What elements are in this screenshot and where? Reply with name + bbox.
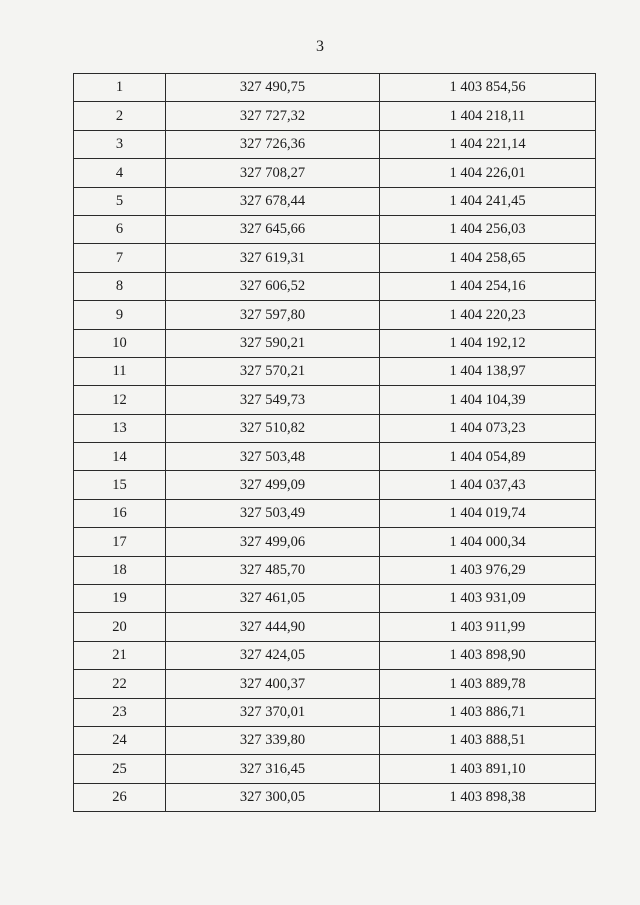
point-number-cell: 20 <box>74 613 166 641</box>
table-row <box>74 698 596 726</box>
point-number-cell: 9 <box>74 301 166 329</box>
coordinates-table-body <box>74 74 596 812</box>
y-coordinate-cell: 1 403 898,90 <box>380 641 596 669</box>
table-row <box>74 272 596 300</box>
y-coordinate-cell: 1 404 000,34 <box>380 528 596 556</box>
x-coordinate-cell: 327 461,05 <box>166 585 380 613</box>
point-number-cell: 3 <box>74 130 166 158</box>
y-coordinate-cell: 1 403 886,71 <box>380 698 596 726</box>
x-coordinate-cell: 327 726,36 <box>166 130 380 158</box>
point-number-cell: 2 <box>74 102 166 130</box>
table-row <box>74 726 596 754</box>
x-coordinate-cell: 327 510,82 <box>166 414 380 442</box>
x-coordinate-cell: 327 499,06 <box>166 528 380 556</box>
table-row <box>74 130 596 158</box>
y-coordinate-cell: 1 404 192,12 <box>380 329 596 357</box>
point-number-cell: 25 <box>74 755 166 783</box>
point-number-cell: 4 <box>74 159 166 187</box>
point-number-cell: 13 <box>74 414 166 442</box>
table-row <box>74 102 596 130</box>
y-coordinate-cell: 1 404 037,43 <box>380 471 596 499</box>
point-number-cell: 21 <box>74 641 166 669</box>
x-coordinate-cell: 327 727,32 <box>166 102 380 130</box>
table-row <box>74 471 596 499</box>
x-coordinate-cell: 327 485,70 <box>166 556 380 584</box>
x-coordinate-cell: 327 499,09 <box>166 471 380 499</box>
point-number-cell: 1 <box>74 74 166 102</box>
y-coordinate-cell: 1 403 889,78 <box>380 670 596 698</box>
x-coordinate-cell: 327 619,31 <box>166 244 380 272</box>
point-number-cell: 22 <box>74 670 166 698</box>
table-row <box>74 670 596 698</box>
x-coordinate-cell: 327 606,52 <box>166 272 380 300</box>
y-coordinate-cell: 1 403 888,51 <box>380 726 596 754</box>
point-number-cell: 14 <box>74 443 166 471</box>
table-row <box>74 329 596 357</box>
table-row <box>74 414 596 442</box>
table-row <box>74 386 596 414</box>
y-coordinate-cell: 1 404 258,65 <box>380 244 596 272</box>
y-coordinate-cell: 1 403 854,56 <box>380 74 596 102</box>
point-number-cell: 19 <box>74 585 166 613</box>
y-coordinate-cell: 1 403 891,10 <box>380 755 596 783</box>
table-row <box>74 244 596 272</box>
y-coordinate-cell: 1 403 976,29 <box>380 556 596 584</box>
point-number-cell: 26 <box>74 783 166 811</box>
y-coordinate-cell: 1 403 931,09 <box>380 585 596 613</box>
point-number-cell: 18 <box>74 556 166 584</box>
y-coordinate-cell: 1 403 911,99 <box>380 613 596 641</box>
table-row <box>74 783 596 811</box>
x-coordinate-cell: 327 490,75 <box>166 74 380 102</box>
point-number-cell: 6 <box>74 215 166 243</box>
y-coordinate-cell: 1 404 226,01 <box>380 159 596 187</box>
table-row <box>74 585 596 613</box>
x-coordinate-cell: 327 370,01 <box>166 698 380 726</box>
point-number-cell: 10 <box>74 329 166 357</box>
x-coordinate-cell: 327 570,21 <box>166 357 380 385</box>
y-coordinate-cell: 1 404 104,39 <box>380 386 596 414</box>
table-row <box>74 499 596 527</box>
coordinates-table <box>73 73 596 812</box>
y-coordinate-cell: 1 404 019,74 <box>380 499 596 527</box>
point-number-cell: 23 <box>74 698 166 726</box>
table-row <box>74 556 596 584</box>
y-coordinate-cell: 1 404 138,97 <box>380 357 596 385</box>
point-number-cell: 7 <box>74 244 166 272</box>
y-coordinate-cell: 1 404 054,89 <box>380 443 596 471</box>
x-coordinate-cell: 327 678,44 <box>166 187 380 215</box>
table-row <box>74 301 596 329</box>
x-coordinate-cell: 327 597,80 <box>166 301 380 329</box>
table-row <box>74 755 596 783</box>
table-row <box>74 215 596 243</box>
x-coordinate-cell: 327 549,73 <box>166 386 380 414</box>
page-number: 3 <box>316 38 324 55</box>
x-coordinate-cell: 327 424,05 <box>166 641 380 669</box>
y-coordinate-cell: 1 404 221,14 <box>380 130 596 158</box>
table-row <box>74 528 596 556</box>
point-number-cell: 17 <box>74 528 166 556</box>
x-coordinate-cell: 327 400,37 <box>166 670 380 698</box>
x-coordinate-cell: 327 708,27 <box>166 159 380 187</box>
x-coordinate-cell: 327 339,80 <box>166 726 380 754</box>
table-row <box>74 74 596 102</box>
y-coordinate-cell: 1 404 256,03 <box>380 215 596 243</box>
table-row <box>74 613 596 641</box>
y-coordinate-cell: 1 404 220,23 <box>380 301 596 329</box>
table-row <box>74 357 596 385</box>
y-coordinate-cell: 1 403 898,38 <box>380 783 596 811</box>
point-number-cell: 12 <box>74 386 166 414</box>
table-row <box>74 159 596 187</box>
x-coordinate-cell: 327 590,21 <box>166 329 380 357</box>
point-number-cell: 11 <box>74 357 166 385</box>
y-coordinate-cell: 1 404 254,16 <box>380 272 596 300</box>
point-number-cell: 16 <box>74 499 166 527</box>
x-coordinate-cell: 327 503,49 <box>166 499 380 527</box>
y-coordinate-cell: 1 404 073,23 <box>380 414 596 442</box>
x-coordinate-cell: 327 444,90 <box>166 613 380 641</box>
table-row <box>74 641 596 669</box>
x-coordinate-cell: 327 503,48 <box>166 443 380 471</box>
x-coordinate-cell: 327 316,45 <box>166 755 380 783</box>
point-number-cell: 8 <box>74 272 166 300</box>
table-row <box>74 443 596 471</box>
table-row <box>74 187 596 215</box>
y-coordinate-cell: 1 404 241,45 <box>380 187 596 215</box>
y-coordinate-cell: 1 404 218,11 <box>380 102 596 130</box>
point-number-cell: 24 <box>74 726 166 754</box>
point-number-cell: 15 <box>74 471 166 499</box>
point-number-cell: 5 <box>74 187 166 215</box>
x-coordinate-cell: 327 645,66 <box>166 215 380 243</box>
x-coordinate-cell: 327 300,05 <box>166 783 380 811</box>
